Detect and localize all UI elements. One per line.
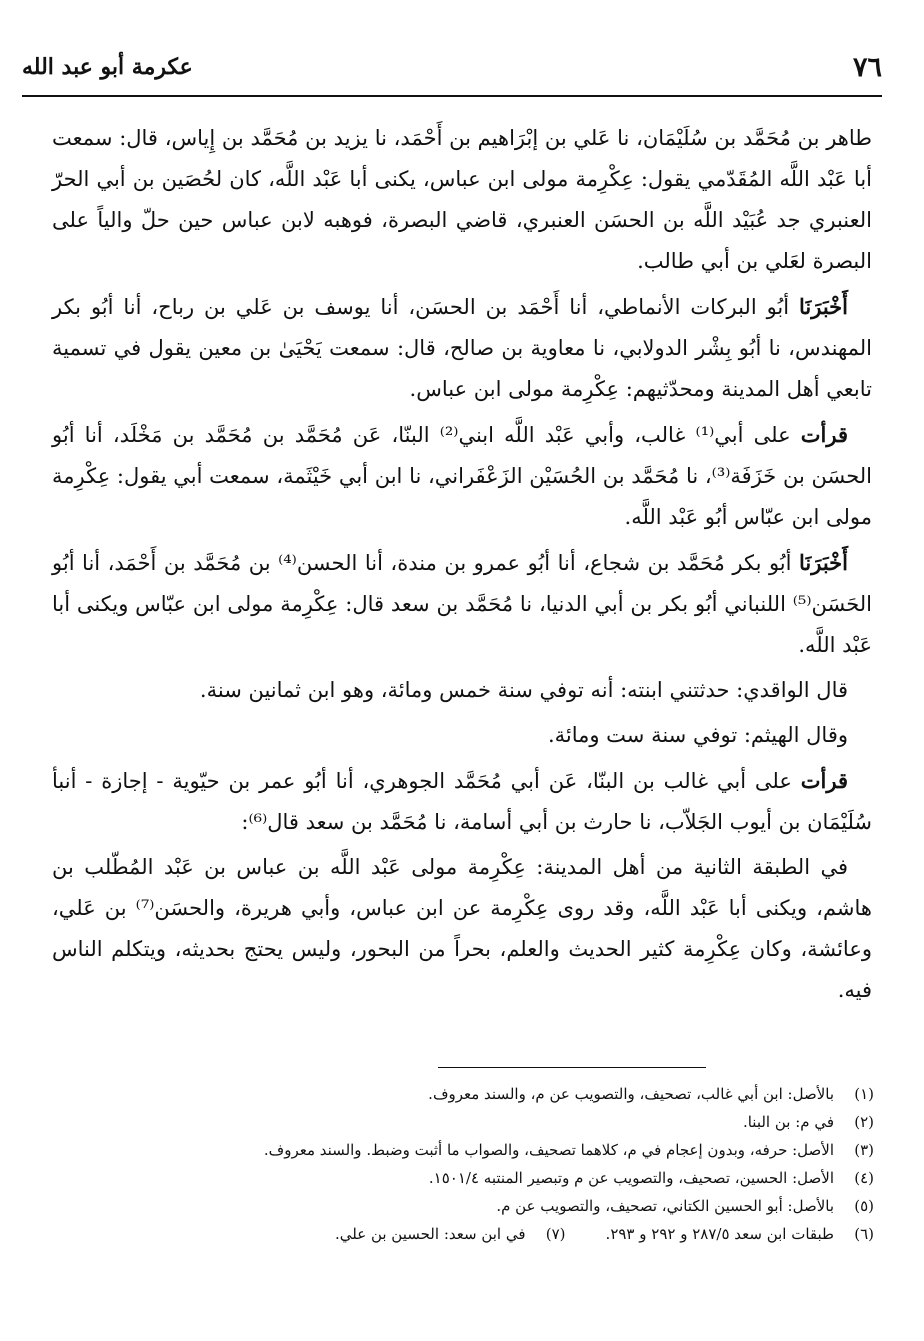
- paragraph-lead: قرأت: [800, 422, 849, 447]
- footnote: (١) بالأصل: ابن أبي غالب، تصحيف، والتصويب عن م، والسند معروف.: [428, 1085, 874, 1103]
- paragraph: قرأت على أبي غالب بن البنّا، عَن أبي مُحَمَّد الجوهري، أنا أبُو عمر بن حيّوية - إجازة - أنبأ سُلَيْمَان بن أيوب الجَلاّب، نا حارث بن أبي أسامة، نا مُحَمَّد بن سعد قال⁽⁶⁾:: [52, 768, 872, 834]
- page-header: [22, 52, 882, 94]
- paragraph: أَخْبَرَنَا أبُو البركات الأنماطي، أنا أَحْمَد بن الحسَن، أنا يوسف بن عَلي بن رباح، أنا أبُو بكر المهندس، نا أبُو بِشْر الدولابي، نا معاوية بن صالح، قال: سمعت يَحْيَىٰ بن معين يقول في تسمية تابعي أهل المدينة ومحدّثيهم: عِكْرِمة مولى ابن عباس.: [52, 294, 872, 401]
- paragraph: طاهر بن مُحَمَّد بن سُلَيْمَان، نا عَلي بن إبْرَاهيم بن أَحْمَد، نا يزيد بن مُحَمَّد بن إِياس، قال: سمعت أبا عَبْد اللَّه المُقَدّمي يقول: عِكْرِمة مولى ابن عباس، يكنى أبا عَبْد اللَّه، كان لحُصَين بن أبي الحرّ العنبري جد عُبَيْد اللَّه بن الحسَن العنبري، قاضي البصرة، فوهبه لابن عباس حين حلّ والياً على البصرة لعَلي بن أبي طالب.: [52, 126, 872, 273]
- paragraph: قال الواقدي: حدثتني ابنته: أنه توفي سنة خمس ومائة، وهو ابن ثمانين سنة.: [199, 678, 848, 702]
- paragraph: قرأت على أبي⁽¹⁾ غالب، وأبي عَبْد اللَّه ابني⁽²⁾ البنّا، عَن مُحَمَّد بن مُحَمَّد بن مَخْلَد، أنا أبُو الحسَن بن خَزَفَة⁽³⁾، نا مُحَمَّد بن الحُسَيْن الزَعْفَراني، نا ابن أبي خَيْثَمة، سمعت أبي يقول: عِكْرِمة مولى ابن عبّاس أبُو عَبْد اللَّه.: [52, 422, 872, 529]
- paragraph: أَخْبَرَنَا أبُو بكر مُحَمَّد بن شجاع، أنا أبُو عمرو بن مندة، أنا الحسن⁽⁴⁾ بن مُحَمَّد بن أَحْمَد، أنا أبُو الحَسَن⁽⁵⁾ اللنباني أبُو بكر بن أبي الدنيا، نا مُحَمَّد بن سعد قال: عِكْرِمة مولى ابن عبّاس ويكنى أبا عَبْد اللَّه.: [52, 550, 872, 657]
- footnotes: [90, 1080, 874, 1248]
- paragraph: وقال الهيثم: توفي سنة ست ومائة.: [547, 723, 848, 747]
- footnote: (٤) الأصل: الحسين، تصحيف، والتصويب عن م وتبصير المنتبه ١٥٠١/٤.: [428, 1169, 874, 1187]
- paragraph: في الطبقة الثانية من أهل المدينة: عِكْرِمة مولى عَبْد اللَّه بن عباس بن عَبْد المُطّلب بن هاشم، ويكنى أبا عَبْد اللَّه، وقد روى عِكْرِمة عن ابن عباس، وأبي هريرة، والحسَن⁽⁷⁾ بن عَلي، وعائشة، وكان عِكْرِمة كثير الحديث والعلم، بحراً من البحور، وليس يحتج بحديثه، ويتكلم الناس فيه.: [52, 855, 872, 1002]
- footnote: (٢) في م: بن البنا.: [742, 1113, 874, 1131]
- paragraph-lead: أَخْبَرَنَا: [799, 294, 848, 319]
- page-number: ٧٦: [852, 52, 882, 83]
- paragraph-lead: قرأت: [800, 768, 848, 793]
- footnote: (٥) بالأصل: أبو الحسين الكتاني، تصحيف، والتصويب عن م.: [496, 1197, 874, 1215]
- main-text: [52, 118, 872, 1015]
- running-title: عكرمة أبو عبد الله: [22, 54, 193, 80]
- footnote: (٦) طبقات ابن سعد ٢٨٧/٥ و ٢٩٢ و ٢٩٣. (٧) في ابن سعد: الحسين بن علي.: [334, 1225, 874, 1243]
- footnote: (٣) الأصل: حرفه، وبدون إعجام في م، كلاهما تصحيف، والصواب ما أثبت وضبط. والسند معروف.: [263, 1141, 874, 1159]
- header-rule: [22, 95, 882, 97]
- footnote-rule: [438, 1067, 706, 1068]
- paragraph-lead: أَخْبَرَنَا: [799, 550, 848, 575]
